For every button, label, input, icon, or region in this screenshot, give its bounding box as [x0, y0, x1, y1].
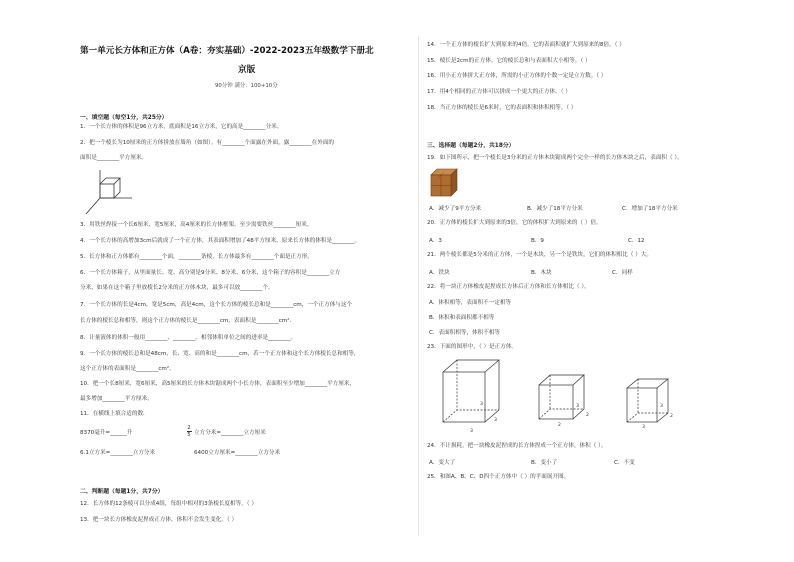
question-line: 24．不计损耗，把一块橡皮泥捏成的长方体捏成一个正方体，体积（ ）。 [427, 443, 607, 449]
question-line: 18．当正方体的棱长是6米时，它的表面积和体积相等。（ ） [427, 105, 577, 111]
choice-option: C．12 [628, 238, 645, 244]
choice-option: B．减少了18平方分米 [527, 206, 583, 212]
question-line: 分米，如果在这个箱子里放棱长2分米的正方体木块，最多可以放________个。 [80, 285, 274, 291]
fraction-two-fifths: 2 5 [187, 425, 191, 438]
question-line: 9．一个长方体的棱长总和是48cm，长、宽、高的和是________cm，若一个正方体和这个长方体棱长总和相等， [80, 351, 360, 357]
dimension-label: 3 [470, 429, 473, 434]
choice-option: B．木块 [531, 270, 552, 276]
exam-title: 第一单元长方体和正方体（A卷：夯实基础）-2022-2023五年级数学下册北 [80, 46, 374, 56]
question-line: 12．长方体的12条棱可以分成4组，每组中相对的3条棱长度相等。（ ） [80, 501, 257, 507]
question-line: 19．如下图所示，把一个棱长是3分米的正方体木块锯成两个完全一样的长方体木块之后，表面积（ ）。 [427, 155, 683, 161]
choice-option: C．不变 [614, 460, 635, 466]
question-line: 2．把一个棱长为10厘米的正方体拼放在墙角（如图）。有________个面露在外面，露________在外面的 [80, 140, 335, 146]
dimension-label: 3 [480, 402, 483, 407]
question-line: 20．正方体的棱长扩大到原来的3倍，它的体积扩大到原来的（ ）倍。 [427, 220, 602, 226]
exam-subtitle: 90分钟 满分：100+10分 [215, 83, 278, 89]
choice-option: C．同样 [612, 270, 633, 276]
question-line: 11．在横线上填合适的数． [80, 411, 149, 417]
choice-option: B．9 [531, 238, 544, 244]
cube-in-corner-figure [84, 170, 134, 216]
dimension-label: 3 [642, 425, 645, 430]
question-line: 15．棱长是2cm的正方体，它的棱长总和与表面积大小相等。（ ） [427, 58, 591, 64]
question-line: 这个正方体的表面积是________cm²。 [80, 366, 175, 372]
question-line: 10．把一个长8厘米，宽6厘米，高5厘米的长方体木块锯成两个小长方体，表面积至少增加________平方厘米， [80, 381, 356, 387]
question-line: 长方体的棱长总和相等，则这个正方体的棱长是________cm，表面积是________cm². [80, 318, 292, 324]
question-line: 最多增加________平方厘米。 [80, 396, 153, 402]
question-line: 21．两个棱长都是5分米的正方体，一个是木块，另一个是铁块，它们的体积相比（ ）大。 [427, 252, 653, 258]
question-line: 3．用铁丝焊接一个长6厘米、宽5厘米，高4厘米的长方体框架，至少需要铁丝________厘米。 [80, 222, 313, 228]
dimension-label: 3 [660, 404, 663, 409]
question-line: 16．用小正方体拼大正方体，所需的小正方体的个数一定是立方数。（ ） [427, 73, 607, 79]
choice-option: A．变大了 [429, 460, 456, 466]
section-true-false: 二、判断题（每题1分，共7分） [80, 489, 164, 495]
choice-option: C．表面积相等，体积不相等 [429, 330, 501, 336]
dimension-label: 2 [586, 413, 589, 418]
unit-conversion-item: 立方分米=________立方厘米 [194, 430, 266, 436]
unit-conversion-item: 6400立方厘米=________立方分米 [194, 450, 281, 456]
dimension-label: 2 [670, 414, 673, 419]
wooden-cube-figure [429, 168, 459, 198]
dimension-label: 3 [494, 418, 497, 423]
choice-option: A．3 [429, 238, 442, 244]
question-line: 5．长方体和正方体都有________个面，________条棱，长方体最多有________个面是正方形。 [80, 254, 313, 260]
dimension-label: 3 [576, 404, 579, 409]
question-line: 1．一个长方体的体积是96立方米，底面积是16立方米，它的高是________分米。 [80, 124, 283, 130]
choice-option: C．增加了18平方分米 [622, 206, 678, 212]
section-multiple-choice: 三、选择题（每题2分，共18分） [427, 143, 515, 149]
question-line: 8．计量液体的体积一般用________、________。相邻体积单位之间的进率是________。 [80, 335, 297, 341]
question-line: 6．一个长方体箱子，从里面量长、宽、高分别是9分米、8分米、6分米，这个箱子的容积是________立方 [80, 270, 341, 276]
question-line: 23．下面的图形中，（ ）是正方体。 [427, 344, 518, 350]
column-divider [418, 36, 419, 536]
choice-option: A．铁块 [429, 270, 450, 276]
choice-option: A．体积相等，表面积不一定相等 [429, 300, 512, 306]
choice-option: A．减少了9平方分米 [429, 206, 482, 212]
exam-title-continued: 京版 [238, 65, 256, 75]
section-fill-blank: 一、填空题（每空1分，共25分） [80, 115, 168, 121]
question-line: 25．和图A、B、C、D四个正方体中（ ）的平面展开图。 [427, 474, 570, 480]
question-line: 4．一个长方体的高增加3cm后就成了一个正方体，其表面积增加了48平方厘米，原来长方体的体积是________。 [80, 238, 361, 244]
box-figure-c [626, 378, 672, 426]
question-line: 22．将一块正方体橡皮泥捏成长方体后正方体和长方体相比（ ）。 [427, 284, 590, 290]
question-line: 7．一个长方体的长是4cm，宽是5cm，高是4cm，这个长方体的棱长总和是________cm，一个正方体与这个 [80, 302, 353, 308]
choice-option: B．体积和表面积都不相等 [429, 315, 495, 321]
box-figure-a [442, 358, 502, 428]
question-line: 17．用4个相同的正方体可以拼成一个更大的正方体。（ ） [427, 89, 571, 95]
unit-conversion-item: 8370毫升=______升 [80, 430, 133, 436]
question-line: 14．一个正方体的棱长扩大到原来的4倍，它的表面积就扩大到原来的8倍。（ ） [427, 42, 625, 48]
unit-conversion-item: 6.1立方米=________立方分米 [80, 450, 156, 456]
box-figure-b [538, 374, 588, 422]
choice-option: B．变小了 [531, 460, 558, 466]
dimension-label: 2 [558, 423, 561, 428]
question-line: 13．把一块长方体橡皮泥捏成正方体，体积不会发生变化。（ ） [80, 517, 238, 523]
question-line: 面积是________平方厘米。 [80, 155, 148, 161]
